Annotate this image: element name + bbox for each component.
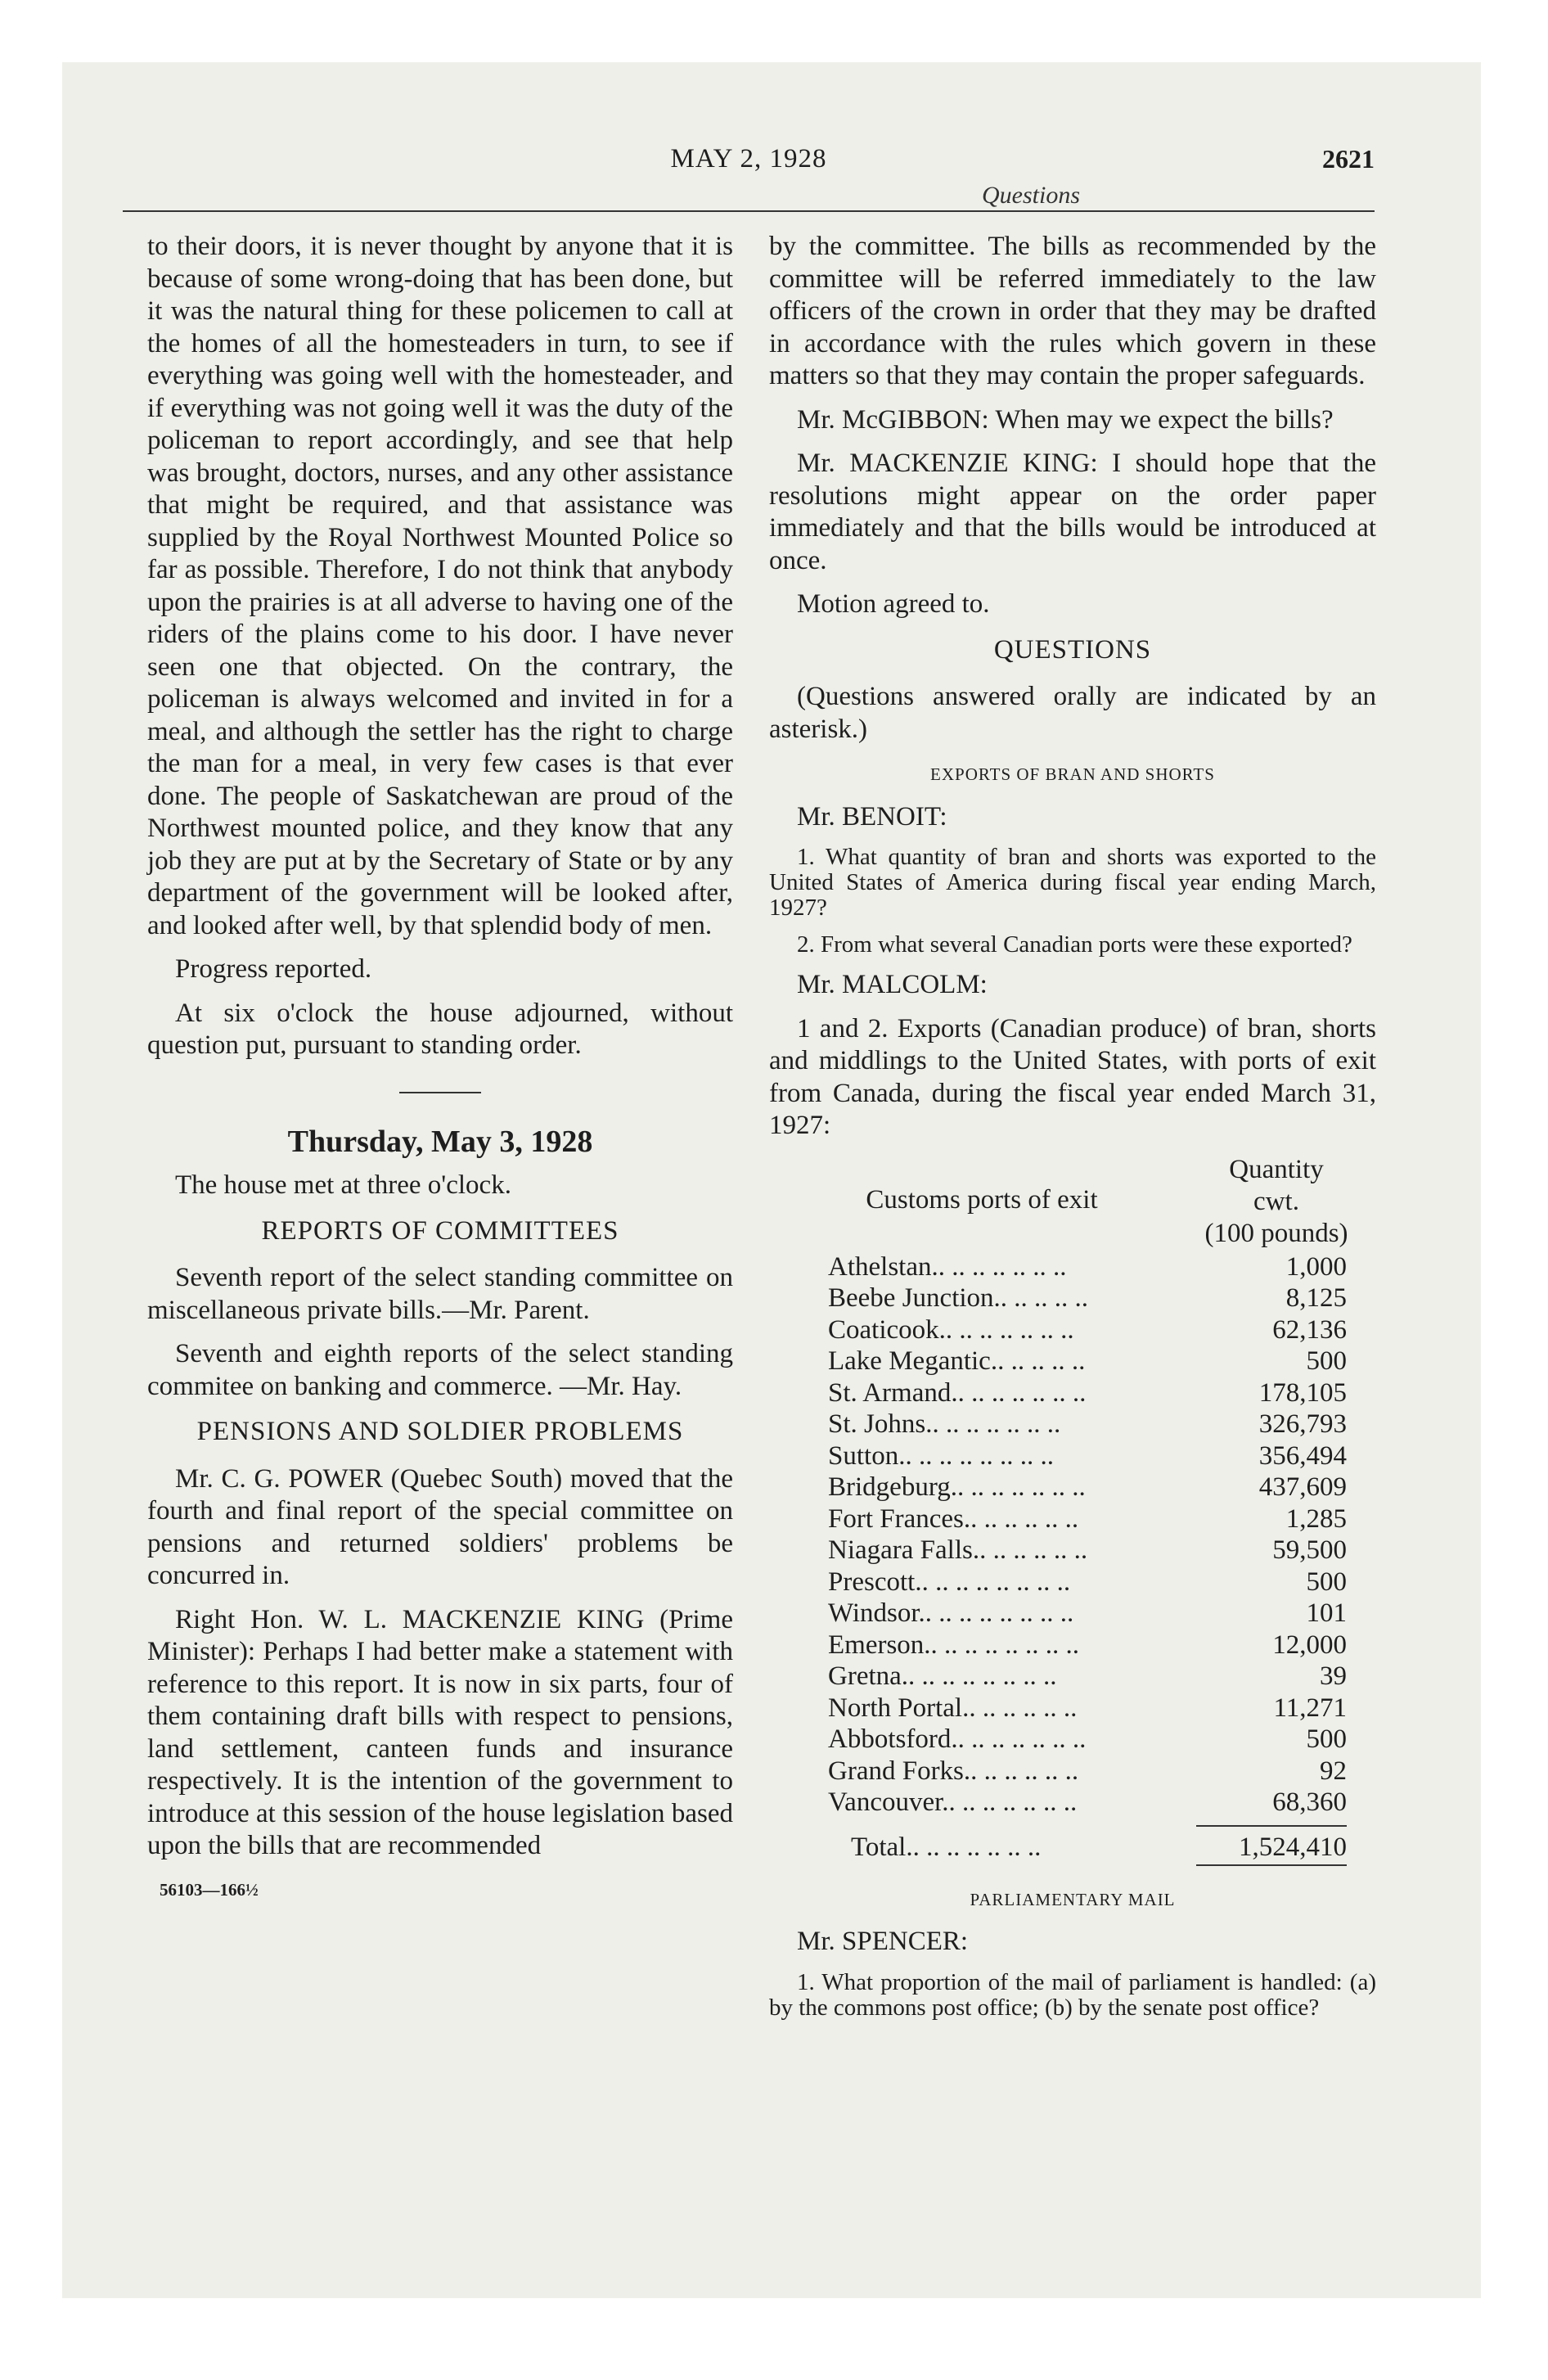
header-date: MAY 2, 1928 [670, 144, 827, 174]
port-quantity: 1,285 [1285, 1503, 1347, 1534]
column-header-quantity [1195, 1154, 1358, 1250]
table-body [769, 1251, 1376, 1819]
table-row [769, 1472, 1376, 1503]
page-number: 2621 [1322, 144, 1375, 174]
port-quantity: 500 [1306, 1724, 1347, 1754]
heading-parliamentary-mail: PARLIAMENTARY MAIL [970, 1889, 1176, 1909]
paragraph: by the committee. The bills as recommended by the committee will be referred immediately to the law officers of the crown in order that they may be drafted in accordance with the rules which govern in these matters so that they may contain the proper safeguards. [769, 232, 1376, 390]
port-quantity: 39 [1320, 1661, 1347, 1691]
table-row [769, 1346, 1376, 1377]
port-quantity: 437,609 [1258, 1472, 1347, 1502]
table-row [769, 1787, 1376, 1819]
port-quantity: 59,500 [1272, 1535, 1347, 1565]
total-rule [1196, 1864, 1347, 1866]
port-name: Sutton.. .. .. .. .. .. .. .. [828, 1440, 1054, 1471]
table-header [769, 1154, 1376, 1250]
answer: 1 and 2. Exports (Canadian produce) of bran, shorts and middlings to the United States, with ports of exit from Canada, during the fiscal year ended March 31, 1927: [769, 1013, 1376, 1140]
table-row [769, 1598, 1376, 1629]
question: 2. From what several Canadian ports were these exported? [797, 931, 1352, 958]
heading-questions: QUESTIONS [993, 634, 1152, 665]
table-row [769, 1377, 1376, 1409]
port-name: Niagara Falls.. .. .. .. .. .. [828, 1535, 1088, 1565]
total-rule [1196, 1825, 1347, 1827]
paragraph: Progress reported. [175, 954, 372, 984]
port-name: Prescott.. .. .. .. .. .. .. .. [828, 1566, 1071, 1597]
speaker: Mr. BENOIT: [797, 801, 947, 832]
table-row [769, 1314, 1376, 1346]
column-header-quantity-line1: Quantity [1229, 1154, 1324, 1184]
table-row [769, 1440, 1376, 1472]
speaker: Mr. MALCOLM: [797, 970, 988, 999]
table-row [769, 1566, 1376, 1598]
paragraph: (Questions answered orally are indicated by an asterisk.) [769, 682, 1376, 744]
paragraph: Seventh and eighth reports of the select standing commitee on banking and commerce. —Mr. Hay. [147, 1339, 733, 1401]
section-divider [399, 1092, 481, 1093]
port-quantity: 101 [1306, 1598, 1347, 1628]
total-label: Total.. .. .. .. .. .. .. [851, 1832, 1042, 1862]
port-quantity: 500 [1306, 1566, 1347, 1597]
heading-reports-of-committees: REPORTS OF COMMITTEES [261, 1215, 619, 1246]
port-name: Bridgeburg.. .. .. .. .. .. .. [828, 1472, 1086, 1502]
heading-pensions: PENSIONS AND SOLDIER PROBLEMS [196, 1417, 684, 1446]
port-quantity: 1,000 [1285, 1251, 1347, 1282]
port-name: Vancouver.. .. .. .. .. .. .. [828, 1787, 1078, 1817]
port-name: North Portal.. .. .. .. .. .. [828, 1693, 1078, 1723]
table-row [769, 1693, 1376, 1724]
port-name: Grand Forks.. .. .. .. .. .. [828, 1756, 1079, 1786]
total-quantity: 1,524,410 [1239, 1832, 1347, 1862]
table-row [769, 1535, 1376, 1566]
sitting-date-heading: Thursday, May 3, 1928 [287, 1124, 593, 1159]
paragraph: Seventh report of the select standing committee on miscellaneous private bills.—Mr. Parent. [147, 1263, 733, 1325]
paragraph: Mr. C. G. POWER (Quebec South) moved that the fourth and final report of the special committee on pensions and returned soldiers' problems be concurred in. [147, 1463, 733, 1590]
paragraph: At six o'clock the house adjourned, without question put, pursuant to standing order. [147, 998, 733, 1060]
column-header-quantity-line3: (100 pounds) [1204, 1218, 1348, 1248]
heading-exports: EXPORTS OF BRAN AND SHORTS [930, 764, 1215, 784]
exports-table [769, 1154, 1376, 1866]
port-quantity: 178,105 [1258, 1377, 1347, 1408]
question: 1. What quantity of bran and shorts was exported to the United States of America during fiscal year ending March, 1927? [769, 844, 1376, 921]
paragraph: The house met at three o'clock. [175, 1170, 511, 1200]
left-column [147, 231, 733, 1906]
port-name: St. Johns.. .. .. .. .. .. .. [828, 1409, 1061, 1439]
table-row [769, 1409, 1376, 1440]
port-quantity: 356,494 [1258, 1440, 1347, 1471]
port-quantity: 500 [1306, 1346, 1347, 1376]
port-quantity: 92 [1320, 1756, 1347, 1786]
port-quantity: 8,125 [1285, 1283, 1347, 1313]
question: 1. What proportion of the mail of parliament is handled: (a) by the commons post office; (b) by the senate post office? [769, 1968, 1376, 2021]
table-row [769, 1503, 1376, 1535]
port-quantity: 11,271 [1273, 1693, 1347, 1723]
port-name: Fort Frances.. .. .. .. .. .. [828, 1503, 1079, 1534]
paragraph: to their doors, it is never thought by anyone that it is because of some wrong-doing that has been done, but it was the natural thing for these policemen to call at the homes of all the homesteaders in turn, to see if everything was going well with the homesteader, and if everything was not going well it was the duty of the policeman to report accordingly, and see that help was brought, doctors, nurses, and any other assistance that might be required, and that assistance was supplied by the Royal Northwest Mounted Police so far as possible. Therefore, I do not think that anybody upon the prairies is at all adverse to having one of the riders of the plains come to his door. I have never seen one that objected. On the contrary, the policeman is always welcomed and invited in for a meal, and although the settler has the right to charge the man for a meal, in very few cases is that ever done. The people of Saskatchewan are proud of the Northwest mounted police, and they know that any job they are put at by the Secretary of State or by any department of the government will be looked after, and looked after well, by that splendid body of men. [147, 232, 733, 940]
printer-code: 56103—166½ [160, 1879, 259, 1900]
port-name: Gretna.. .. .. .. .. .. .. .. [828, 1661, 1057, 1691]
column-header-port: Customs ports of exit [866, 1185, 1098, 1215]
total-row [769, 1830, 1376, 1864]
port-name: Lake Megantic.. .. .. .. .. [828, 1346, 1086, 1376]
table-row [769, 1629, 1376, 1661]
table-row [769, 1724, 1376, 1756]
page-header [123, 144, 1375, 177]
column-header-quantity-line2: cwt. [1253, 1186, 1299, 1216]
paragraph: Right Hon. W. L. MACKENZIE KING (Prime Minister): Perhaps I had better make a statement with reference to this report. It is now in six parts, four of them containing draft bills with respect to pensions, land settlement, canteen funds and insurance respectively. It is the intention of the government to introduce at this session of the house legislation based upon the bills that are recommended [147, 1604, 733, 1860]
port-name: Athelstan.. .. .. .. .. .. .. [828, 1251, 1067, 1282]
port-name: Beebe Junction.. .. .. .. .. [828, 1283, 1089, 1313]
right-column [769, 231, 1376, 2032]
port-quantity: 62,136 [1272, 1314, 1347, 1345]
port-name: Coaticook.. .. .. .. .. .. .. [828, 1314, 1074, 1345]
table-row [769, 1661, 1376, 1693]
port-name: Emerson.. .. .. .. .. .. .. .. [828, 1629, 1080, 1660]
speaker: Mr. SPENCER: [797, 1927, 969, 1956]
port-quantity: 12,000 [1272, 1629, 1347, 1660]
header-rule [123, 210, 1375, 212]
port-quantity: 68,360 [1272, 1787, 1347, 1817]
table-row [769, 1756, 1376, 1787]
port-name: Abbotsford.. .. .. .. .. .. .. [828, 1724, 1087, 1754]
section-label: Questions [982, 182, 1080, 209]
paragraph: Motion agreed to. [797, 589, 990, 619]
table-row [769, 1251, 1376, 1283]
port-quantity: 326,793 [1258, 1409, 1347, 1439]
port-name: Windsor.. .. .. .. .. .. .. .. [828, 1598, 1074, 1628]
paragraph: Mr. McGIBBON: When may we expect the bills? [797, 404, 1334, 435]
port-name: St. Armand.. .. .. .. .. .. .. [828, 1377, 1087, 1408]
table-row [769, 1282, 1376, 1314]
paragraph: Mr. MACKENZIE KING: I should hope that the resolutions might appear on the order paper immediately and that the bills would be introduced at once. [769, 449, 1376, 575]
